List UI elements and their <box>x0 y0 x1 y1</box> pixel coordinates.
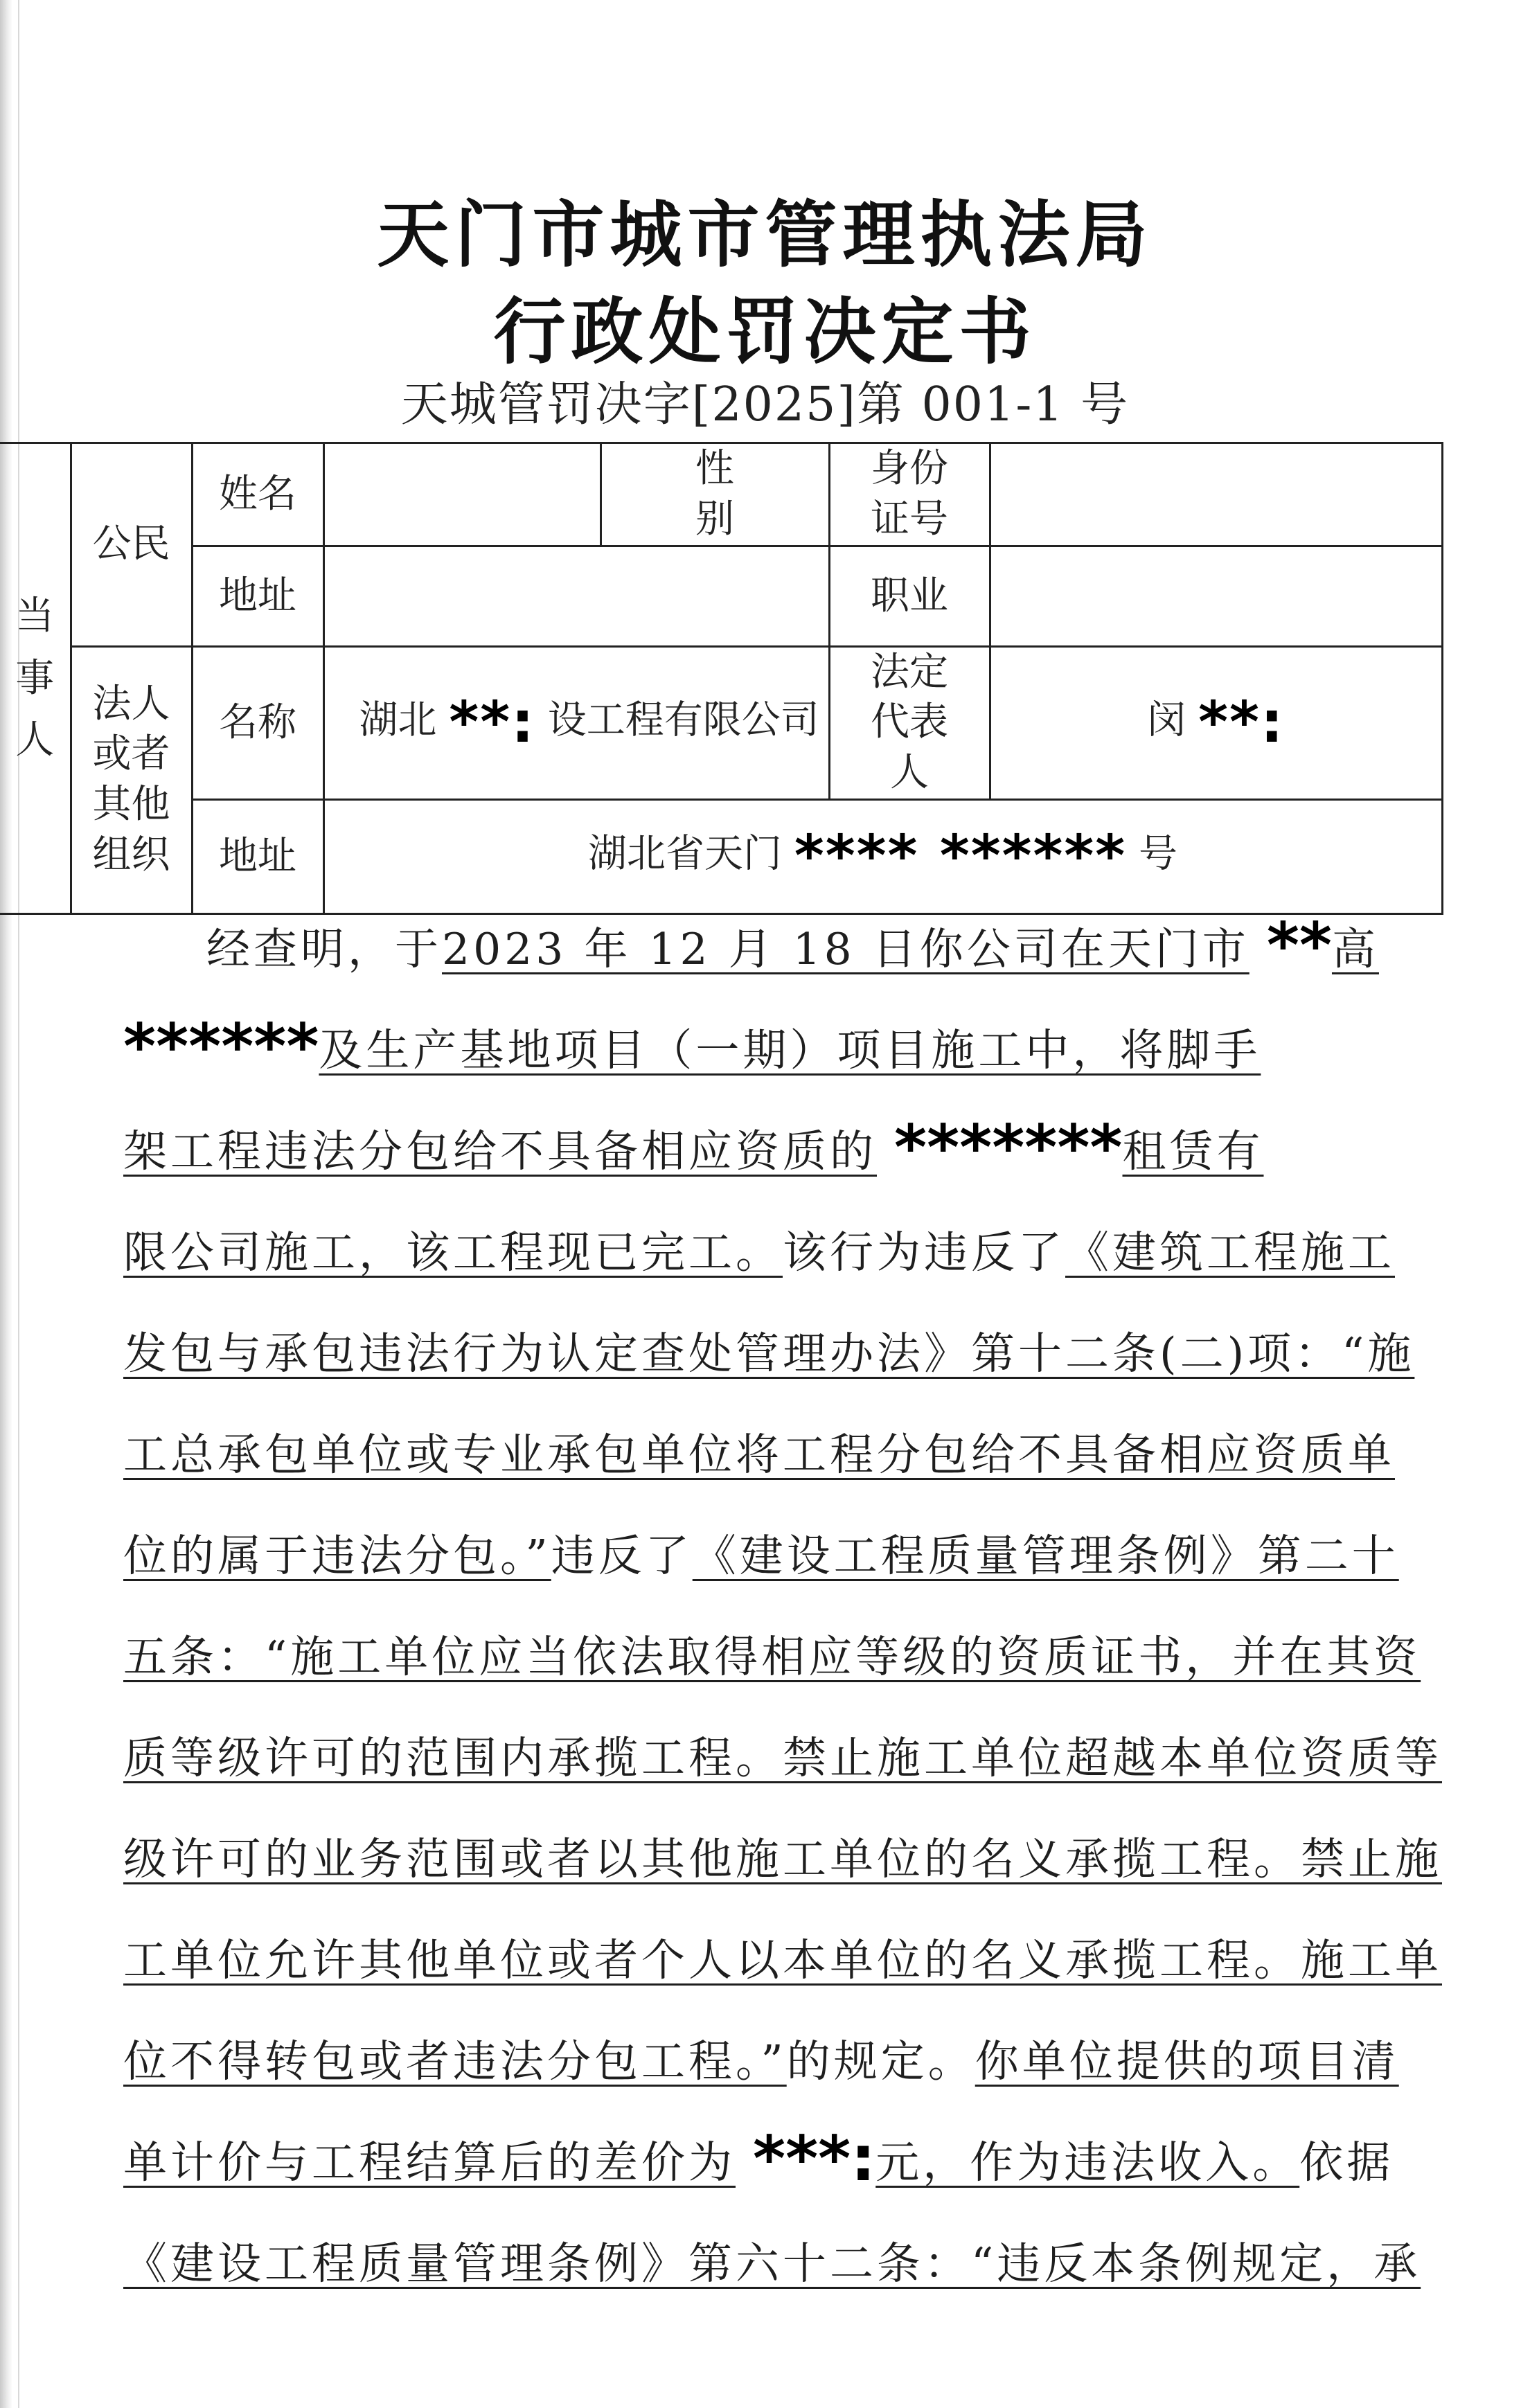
body-text-underlined: 高 <box>1331 924 1379 974</box>
redaction-mark: ******* <box>894 1112 1123 1184</box>
legal-rep-value <box>990 646 1442 799</box>
body-line-7 <box>123 1486 1399 1587</box>
body-text-underlined: 你单位提供的项目清 <box>975 2036 1399 2087</box>
body-text: 经查明，于 <box>206 924 442 974</box>
body-text-underlined: 2023 年 12 月 18 日你公司在天门市 <box>442 924 1249 974</box>
body-text-underlined: 《建设工程质量管理条例》第六十二条：“违反本条例规定，承 <box>123 2238 1421 2289</box>
body-line-4 <box>123 1183 1395 1284</box>
body-line-8 <box>123 1587 1421 1688</box>
document-title: 行政处罚决定书 <box>493 289 1037 374</box>
occupation-label: 职业 <box>829 546 990 646</box>
gender-label: 性别 <box>695 446 734 542</box>
document-number: 天城管罚决字[2025]第 001-1 号 <box>400 377 1130 432</box>
citizen-name-label: 姓名 <box>192 443 323 546</box>
body-text: 该行为违反了 <box>783 1227 1065 1278</box>
body-text: 依据 <box>1299 2137 1394 2188</box>
gender-cell <box>601 443 829 546</box>
org-name-prefix: 湖北 <box>359 697 437 743</box>
body-text-underlined: 工单位允许其他单位或者个人以本单位的名义承揽工程。施工单 <box>123 1935 1442 1986</box>
organization-row-label: 法人或者其他组织 <box>71 646 192 913</box>
id-cell <box>829 443 990 546</box>
body-line-2 <box>123 981 1332 1082</box>
org-name-value <box>323 646 829 799</box>
body-text-underlined: 发包与承包违法行为认定查处管理办法》第十二条(二)项：“施 <box>123 1328 1415 1379</box>
body-line-12 <box>123 1992 1399 2093</box>
body-line-10 <box>123 1790 1442 1891</box>
body-line-9 <box>123 1688 1442 1790</box>
redaction-mark: ***: <box>753 2123 876 2195</box>
legal-rep-label: 法定代表人 <box>871 649 948 796</box>
citizen-row-label: 公民 <box>71 443 192 647</box>
party-info-table <box>0 442 1443 915</box>
body-line-3 <box>123 1082 1332 1183</box>
citizen-name-value <box>323 443 601 546</box>
body-text-underlined: 质等级许可的范围内承揽工程。禁止施工单位超越本单位资质等 <box>123 1733 1442 1783</box>
body-text-underlined: 限公司施工，该工程现已完工。 <box>123 1227 783 1278</box>
body-line-5 <box>123 1284 1415 1385</box>
id-label: 身份证号 <box>871 446 948 542</box>
redaction-mark: ****** <box>123 1010 319 1083</box>
body-text-underlined: 元，作为违法收入。 <box>875 2137 1300 2188</box>
body-line-13 <box>123 2093 1394 2195</box>
body-text-underlined: 位的属于违法分包。” <box>123 1531 551 1581</box>
body-line-14 <box>123 2194 1421 2295</box>
legal-rep-prefix: 闵 <box>1147 697 1186 743</box>
citizen-address-value <box>323 546 829 646</box>
citizen-occupation-value <box>990 546 1442 646</box>
body-line-1 <box>123 880 1379 982</box>
org-address-prefix: 湖北省天门 <box>588 831 782 877</box>
legal-rep-redaction: **: <box>1198 689 1285 756</box>
party-label <box>0 443 71 914</box>
org-name-label: 名称 <box>192 646 323 799</box>
citizen-address-label: 地址 <box>192 546 323 646</box>
redaction-mark: ** <box>1266 909 1332 982</box>
body-text-underlined: 《建筑工程施工 <box>1065 1227 1395 1278</box>
decision-body <box>123 880 1442 2295</box>
body-text-underlined: 工总承包单位或专业承包单位将工程分包给不具备相应资质单 <box>123 1429 1395 1480</box>
agency-title: 天门市城市管理执法局 <box>377 192 1153 277</box>
body-line-6 <box>123 1385 1395 1486</box>
body-text-underlined: 租赁有 <box>1122 1126 1264 1177</box>
org-name-redaction: **: <box>449 689 535 756</box>
body-text-underlined: 架工程违法分包给不具备相应资质的 <box>123 1126 877 1177</box>
body-text-underlined: 及生产基地项目（一期）项目施工中，将脚手 <box>319 1025 1261 1076</box>
body-text: 违反了 <box>551 1531 693 1581</box>
body-text-underlined: 位不得转包或者违法分包工程。” <box>123 2036 787 2087</box>
org-address-label: 地址 <box>192 799 323 913</box>
party-label-text: 当 事 人 <box>15 594 55 763</box>
body-text: 的规定。 <box>786 2036 975 2087</box>
body-text-underlined: 级许可的业务范围或者以其他施工单位的名义承揽工程。禁止施 <box>123 1834 1442 1884</box>
org-address-redaction: **** ****** <box>794 823 1127 889</box>
body-line-11 <box>123 1891 1442 1992</box>
citizen-id-value <box>990 443 1442 546</box>
org-address-tail: 号 <box>1139 831 1177 877</box>
legal-rep-cell <box>829 646 990 799</box>
body-text-underlined: 《建设工程质量管理条例》第二十 <box>692 1531 1399 1581</box>
org-name-suffix: 设工程有限公司 <box>547 697 819 743</box>
body-text-underlined: 单计价与工程结算后的差价为 <box>123 2137 736 2188</box>
body-text-underlined: 五条：“施工单位应当依法取得相应等级的资质证书，并在其资 <box>123 1632 1421 1682</box>
